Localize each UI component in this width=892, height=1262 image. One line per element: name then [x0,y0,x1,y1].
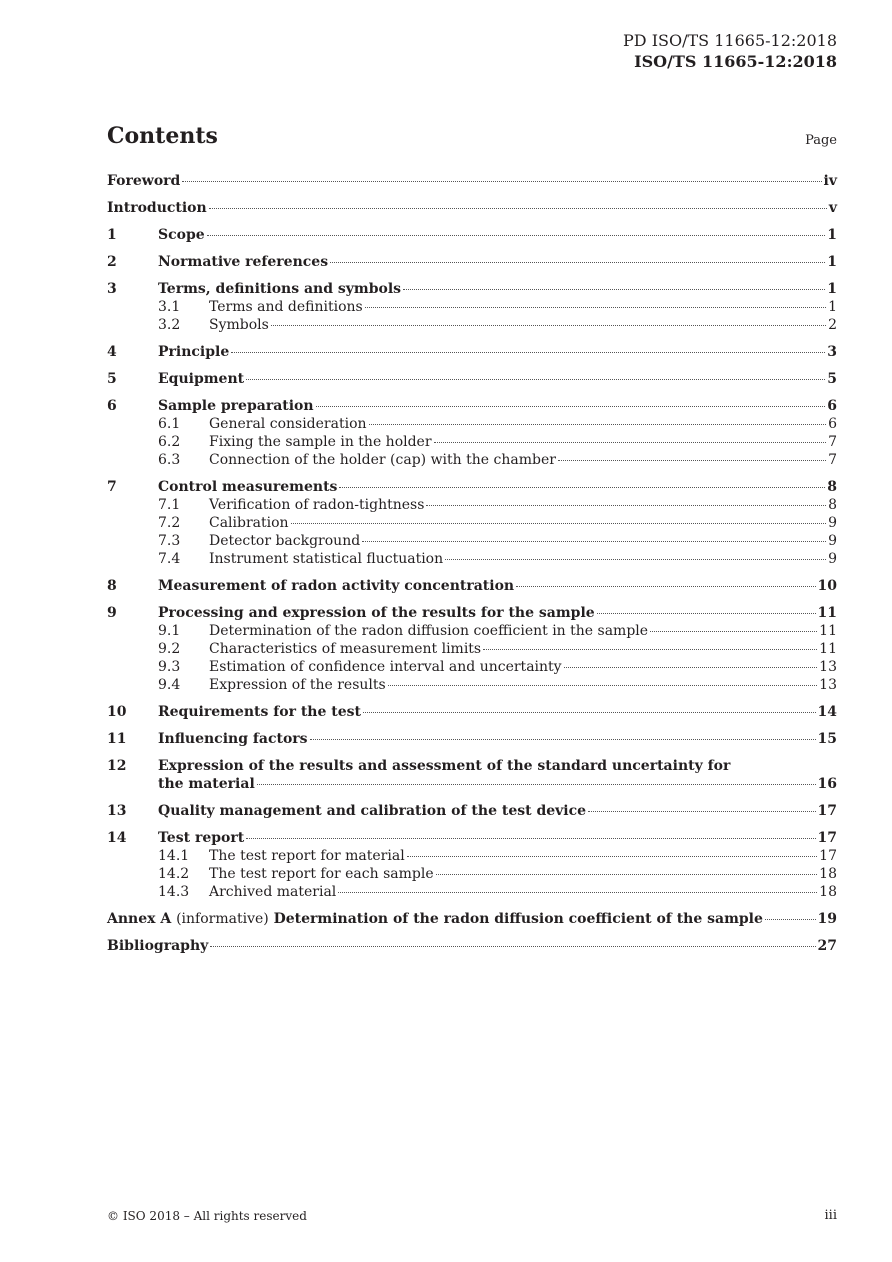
toc-subentry[interactable] [107,550,837,568]
toc-entry-page: 1 [827,254,837,270]
toc-leader-dots [210,946,815,947]
toc-entry-page: 17 [819,848,837,864]
toc-entry[interactable] [107,910,837,928]
toc-entry-title: Foreword [107,173,181,189]
toc-entry-page: 11 [819,641,837,657]
toc-entry[interactable] [107,370,837,388]
toc-subentry[interactable] [107,514,837,532]
toc-leader-dots [182,181,821,182]
toc-leader-dots [271,325,826,326]
table-of-contents [107,172,837,955]
toc-entry-title: Calibration [209,515,289,531]
toc-entry-title: Scope [158,227,205,243]
toc-entry-number: 14.2 [158,866,190,882]
toc-entry[interactable] [107,478,837,496]
toc-leader-dots [516,586,815,587]
toc-entry-number: 3.2 [158,317,181,333]
toc-leader-dots [246,379,825,380]
toc-entry-page: 19 [817,911,837,927]
toc-entry-page: 1 [827,281,837,297]
toc-entry-page: 1 [828,299,837,315]
toc-entry-number: 9 [107,605,117,621]
toc-entry-title: Quality management and calibration of the test device [158,803,587,819]
toc-entry[interactable] [107,829,837,847]
toc-leader-dots [483,649,817,650]
toc-entry-title: Introduction [107,200,207,216]
toc-entry-number: 9.4 [158,677,181,693]
toc-entry[interactable] [107,280,837,298]
toc-entry-page: 7 [828,452,837,468]
toc-entry-number: 9.1 [158,623,181,639]
toc-leader-dots [388,685,817,686]
toc-entry-page: 5 [827,371,837,387]
toc-entry-page: 13 [819,659,837,675]
toc-entry-number: 6.3 [158,452,181,468]
toc-entry-page: 27 [817,938,837,954]
toc-entry[interactable] [107,199,837,217]
toc-leader-dots [434,442,827,443]
toc-entry-title: Terms and definitions [209,299,363,315]
toc-entry-number: 4 [107,344,117,360]
toc-entry-title: Terms, definitions and symbols [158,281,402,297]
toc-entry[interactable] [107,604,837,622]
toc-entry-title: Principle [158,344,230,360]
toc-leader-dots [231,352,825,353]
toc-entry-page: 9 [828,515,837,531]
annex-label: Annex A [107,911,172,927]
toc-entry-page: 6 [828,416,837,432]
toc-entry-page: 6 [827,398,837,414]
toc-entry-title: Bibliography [107,938,209,954]
toc-entry-page: v [828,200,837,216]
toc-entry-title: Expression of the results and assessment of the standard uncertainty for [158,758,731,774]
toc-entry-title: Normative references [158,254,329,270]
toc-entry-number: 10 [107,704,127,720]
toc-leader-dots [316,406,826,407]
toc-entry[interactable] [107,730,837,748]
toc-entry-title: Expression of the results [209,677,386,693]
toc-entry-page: 17 [817,803,837,819]
toc-entry-title: Instrument statistical fluctuation [209,551,444,567]
toc-entry-page: 11 [819,623,837,639]
toc-entry[interactable] [107,937,837,955]
toc-subentry[interactable] [107,676,837,694]
toc-entry-page: 18 [819,884,837,900]
toc-entry-title: Fixing the sample in the holder [209,434,432,450]
toc-entry-page: 7 [828,434,837,450]
toc-leader-dots [588,811,815,812]
toc-entry-title: Estimation of confidence interval and uncertainty [209,659,562,675]
toc-entry-number: 6 [107,398,117,414]
toc-entry-page: 13 [819,677,837,693]
toc-entry-number: 3 [107,281,117,297]
toc-leader-dots [597,613,816,614]
toc-subentry[interactable] [107,532,837,550]
toc-subentry[interactable] [107,622,837,640]
page-title: Contents [107,123,218,149]
toc-entry-title: The test report for material [209,848,405,864]
annex-informative-label: (informative) [176,911,269,927]
toc-entry-title: Control measurements [158,479,338,495]
copyright-notice: © ISO 2018 – All rights reserved [107,1209,307,1223]
toc-leader-dots [558,460,826,461]
toc-entry-title: Measurement of radon activity concentration [158,578,515,594]
page-number: iii [824,1208,837,1223]
toc-entry-page: 14 [817,704,837,720]
toc-entry-title: Connection of the holder (cap) with the chamber [209,452,556,468]
toc-entry-title: Detector background [209,533,361,549]
document-header [623,30,837,72]
toc-entry-number: 9.2 [158,641,181,657]
toc-entry-page: 8 [827,479,837,495]
toc-entry-number: 7.1 [158,497,181,513]
toc-entry-page: 9 [828,551,837,567]
toc-entry-title: Determination of the radon diffusion coefficient in the sample [209,623,649,639]
toc-entry-number: 7.3 [158,533,181,549]
toc-leader-dots [403,289,825,290]
toc-entry-title: Characteristics of measurement limits [209,641,482,657]
toc-entry-number: 6.1 [158,416,181,432]
toc-entry-title-continued: the material [158,776,255,792]
toc-entry-number: 7.4 [158,551,181,567]
toc-entry-number: 2 [107,254,117,270]
toc-entry-title: Verification of radon-tightness [209,497,425,513]
toc-entry-number: 12 [107,758,127,774]
toc-leader-dots [246,838,815,839]
toc-entry-page: 18 [819,866,837,882]
toc-subentry[interactable] [107,847,837,865]
toc-leader-dots [209,208,827,209]
toc-leader-dots [365,307,826,308]
toc-entry-number: 8 [107,578,117,594]
toc-leader-dots [445,559,826,560]
toc-leader-dots [310,739,816,740]
toc-leader-dots [362,541,826,542]
toc-entry-title: Influencing factors [158,731,308,747]
toc-entry-page: 1 [827,227,837,243]
toc-entry-page: 17 [817,830,837,846]
toc-leader-dots [339,487,825,488]
toc-entry[interactable] [107,397,837,415]
toc-entry-number: 3.1 [158,299,181,315]
toc-entry-title: Processing and expression of the results for the sample [158,605,595,621]
toc-entry-number: 5 [107,371,117,387]
toc-entry-page: 11 [817,605,837,621]
toc-entry-page: 8 [828,497,837,513]
toc-entry[interactable] [107,172,837,190]
toc-leader-dots [338,892,817,893]
toc-entry[interactable] [107,343,837,361]
toc-entry-title: Sample preparation [158,398,314,414]
toc-entry-number: 1 [107,227,117,243]
toc-subentry[interactable] [107,316,837,334]
toc-subentry[interactable] [107,298,837,316]
toc-entry-title: The test report for each sample [209,866,434,882]
toc-entry-page: 10 [817,578,837,594]
toc-entry-title: Equipment [158,371,245,387]
toc-leader-dots [765,919,816,920]
toc-entry-page: 3 [827,344,837,360]
toc-entry-number: 14 [107,830,127,846]
toc-entry[interactable] [107,253,837,271]
page-column-label: Page [805,133,837,148]
toc-entry-number: 7.2 [158,515,181,531]
toc-entry[interactable] [107,226,837,244]
toc-leader-dots [291,523,827,524]
toc-entry-page: 16 [817,776,837,792]
toc-leader-dots [407,856,817,857]
toc-entry-title: General consideration [209,416,367,432]
toc-entry-title: Test report [158,830,245,846]
toc-subentry[interactable] [107,658,837,676]
toc-subentry[interactable] [107,640,837,658]
toc-entry-title: Archived material [209,884,337,900]
toc-leader-dots [330,262,825,263]
toc-subentry[interactable] [107,451,837,469]
toc-subentry[interactable] [107,433,837,451]
toc-subentry[interactable] [107,865,837,883]
toc-entry-number: 14.1 [158,848,190,864]
toc-annex-title [107,910,763,928]
toc-entry-page: 15 [817,731,837,747]
toc-entry-number: 14.3 [158,884,190,900]
toc-entry[interactable] [107,802,837,820]
toc-leader-dots [436,874,818,875]
toc-leader-dots [369,424,827,425]
toc-entry-page: 9 [828,533,837,549]
toc-entry-number: 13 [107,803,127,819]
toc-subentry[interactable] [107,883,837,901]
toc-entry-number: 7 [107,479,117,495]
toc-entry-title: Requirements for the test [158,704,361,720]
header-line-2: ISO/TS 11665-12:2018 [634,52,837,71]
toc-entry[interactable] [107,577,837,595]
toc-subentry[interactable] [107,496,837,514]
toc-entry-title: Symbols [209,317,269,333]
toc-entry[interactable] [107,757,837,793]
toc-leader-dots [564,667,818,668]
toc-entry-number: 11 [107,731,127,747]
header-line-1: PD ISO/TS 11665-12:2018 [623,31,837,50]
toc-subentry[interactable] [107,415,837,433]
toc-leader-dots [363,712,816,713]
toc-entry[interactable] [107,703,837,721]
toc-entry-page: iv [823,173,837,189]
toc-leader-dots [426,505,826,506]
toc-entry-number: 6.2 [158,434,181,450]
toc-leader-dots [650,631,817,632]
toc-entry-title: Determination of the radon diffusion coefficient of the sample [273,911,763,927]
toc-leader-dots [257,784,816,785]
toc-entry-page: 2 [828,317,837,333]
toc-leader-dots [207,235,826,236]
toc-entry-number: 9.3 [158,659,181,675]
